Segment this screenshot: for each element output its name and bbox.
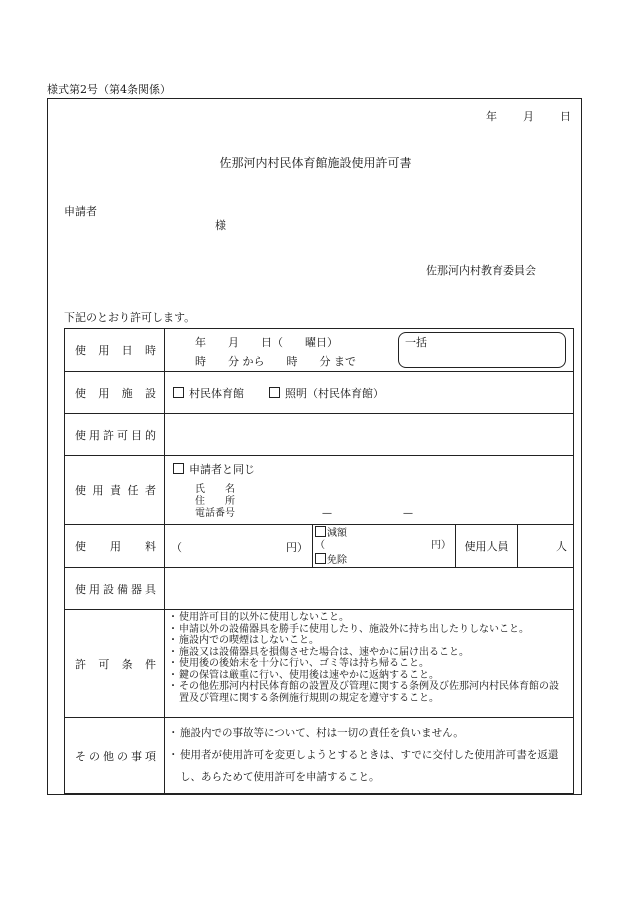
row-responsible <box>65 456 574 525</box>
row-other <box>65 718 574 794</box>
reduction-yen-close: 円） <box>431 540 451 551</box>
issuer-name: 佐那河内村教育委員会 <box>426 264 536 277</box>
condition-item: ・ 施設内での喫煙はしないこと。 <box>171 635 567 647</box>
issue-date <box>486 108 571 124</box>
label-other: その他の事項 <box>65 718 165 794</box>
row-purpose <box>65 414 574 456</box>
reduction-checkbox[interactable] <box>315 526 326 537</box>
condition-item: ・ 使用許可目的以外に使用しないこと。 <box>171 612 567 624</box>
phone-dash-1: — <box>322 508 332 519</box>
row-usage-datetime <box>65 329 574 372</box>
same-as-applicant-checkbox[interactable] <box>173 463 184 474</box>
other-cell <box>165 718 574 794</box>
label-purpose: 使用許可目的 <box>65 414 165 456</box>
reduction-paren-open: （ <box>315 540 325 551</box>
facility-gym-checkbox[interactable] <box>173 387 184 398</box>
bulk-label: 一括 <box>405 336 427 349</box>
users-unit[interactable]: 人 <box>518 525 574 568</box>
page-title: 佐那河内村民体育館施設使用許可書 <box>219 156 412 170</box>
permit-table <box>64 328 574 794</box>
row-conditions <box>65 610 574 718</box>
equipment-field[interactable] <box>165 568 574 610</box>
year-label: 年 <box>486 110 497 123</box>
exemption-checkbox[interactable] <box>315 553 326 564</box>
phone-dash-2: — <box>403 508 413 519</box>
label-equipment: 使用設備器具 <box>65 568 165 610</box>
honorific-sama: 様 <box>215 219 226 232</box>
condition-item: ・ 施設又は設備器具を損傷させた場合は、速やかに届け出ること。 <box>171 647 567 659</box>
exemption-label: 免除 <box>327 555 347 566</box>
same-as-applicant-label: 申請者と同じ <box>189 463 255 476</box>
users-label: 使用人員 <box>456 525 518 568</box>
facility-lighting-checkbox[interactable] <box>269 387 280 398</box>
responsible-phone-label: 電話番号 <box>195 508 235 519</box>
intro-text: 下記のとおり許可します。 <box>64 311 196 324</box>
row-facility <box>65 372 574 414</box>
conditions-list <box>165 610 573 706</box>
label-usage-datetime: 使用日時 <box>65 329 165 372</box>
purpose-field[interactable] <box>165 414 574 456</box>
responsible-cell <box>165 456 574 525</box>
other-item: ・ 施設内での事故等について、村は一切の責任を負いません。 <box>171 722 567 744</box>
fee-reduction-cell <box>313 525 456 568</box>
permit-form <box>47 98 582 795</box>
fee-amount-cell[interactable] <box>165 525 313 568</box>
facility-gym-label: 村民体育館 <box>189 386 244 400</box>
facility-lighting-label: 照明（村民体育館） <box>285 386 384 400</box>
condition-item: ・ 鍵の保管は厳重に行い、使用後は速やかに返納すること。 <box>171 670 567 682</box>
fee-open-paren: （ <box>171 541 182 554</box>
applicant-label: 申請者 <box>64 205 97 218</box>
condition-item: ・ 申請以外の設備器具を勝手に使用したり、施設外に持ち出したりしないこと。 <box>171 624 567 636</box>
month-label: 月 <box>523 110 534 123</box>
label-fee: 使用料 <box>65 525 165 568</box>
condition-item: ・ 使用後の後始末を十分に行い、ゴミ等は持ち帰ること。 <box>171 658 567 670</box>
fee-yen-close: 円） <box>286 541 308 554</box>
facility-cell <box>165 372 574 414</box>
usage-date-line: 年 月 日（ 曜日） <box>195 336 338 349</box>
row-fee <box>65 525 574 568</box>
usage-time-line: 時 分 から 時 分 まで <box>195 355 356 368</box>
usage-datetime-cell[interactable] <box>165 329 574 372</box>
responsible-address-label: 住 所 <box>195 496 235 507</box>
label-responsible: 使用責任者 <box>65 456 165 525</box>
condition-item: ・ その他佐那河内村民体育館の設置及び管理に関する条例及び佐那河内村民体育館の設置及び管理に関する条例施行規則の規定を遵守すること。 <box>171 681 567 704</box>
day-label: 日 <box>560 110 571 123</box>
responsible-name-label: 氏 名 <box>195 484 235 495</box>
other-item: ・ 使用者が使用許可を変更しようとするときは、すでに交付した使用許可書を返還し、あらためて使用許可を申請すること。 <box>171 744 567 788</box>
row-equipment <box>65 568 574 610</box>
reduction-label: 減額 <box>327 528 347 539</box>
label-conditions: 許可条件 <box>65 610 165 718</box>
conditions-cell <box>165 610 574 718</box>
label-facility: 使用施設 <box>65 372 165 414</box>
other-list <box>165 718 573 792</box>
form-number: 様式第2号（第4条関係） <box>47 83 171 96</box>
